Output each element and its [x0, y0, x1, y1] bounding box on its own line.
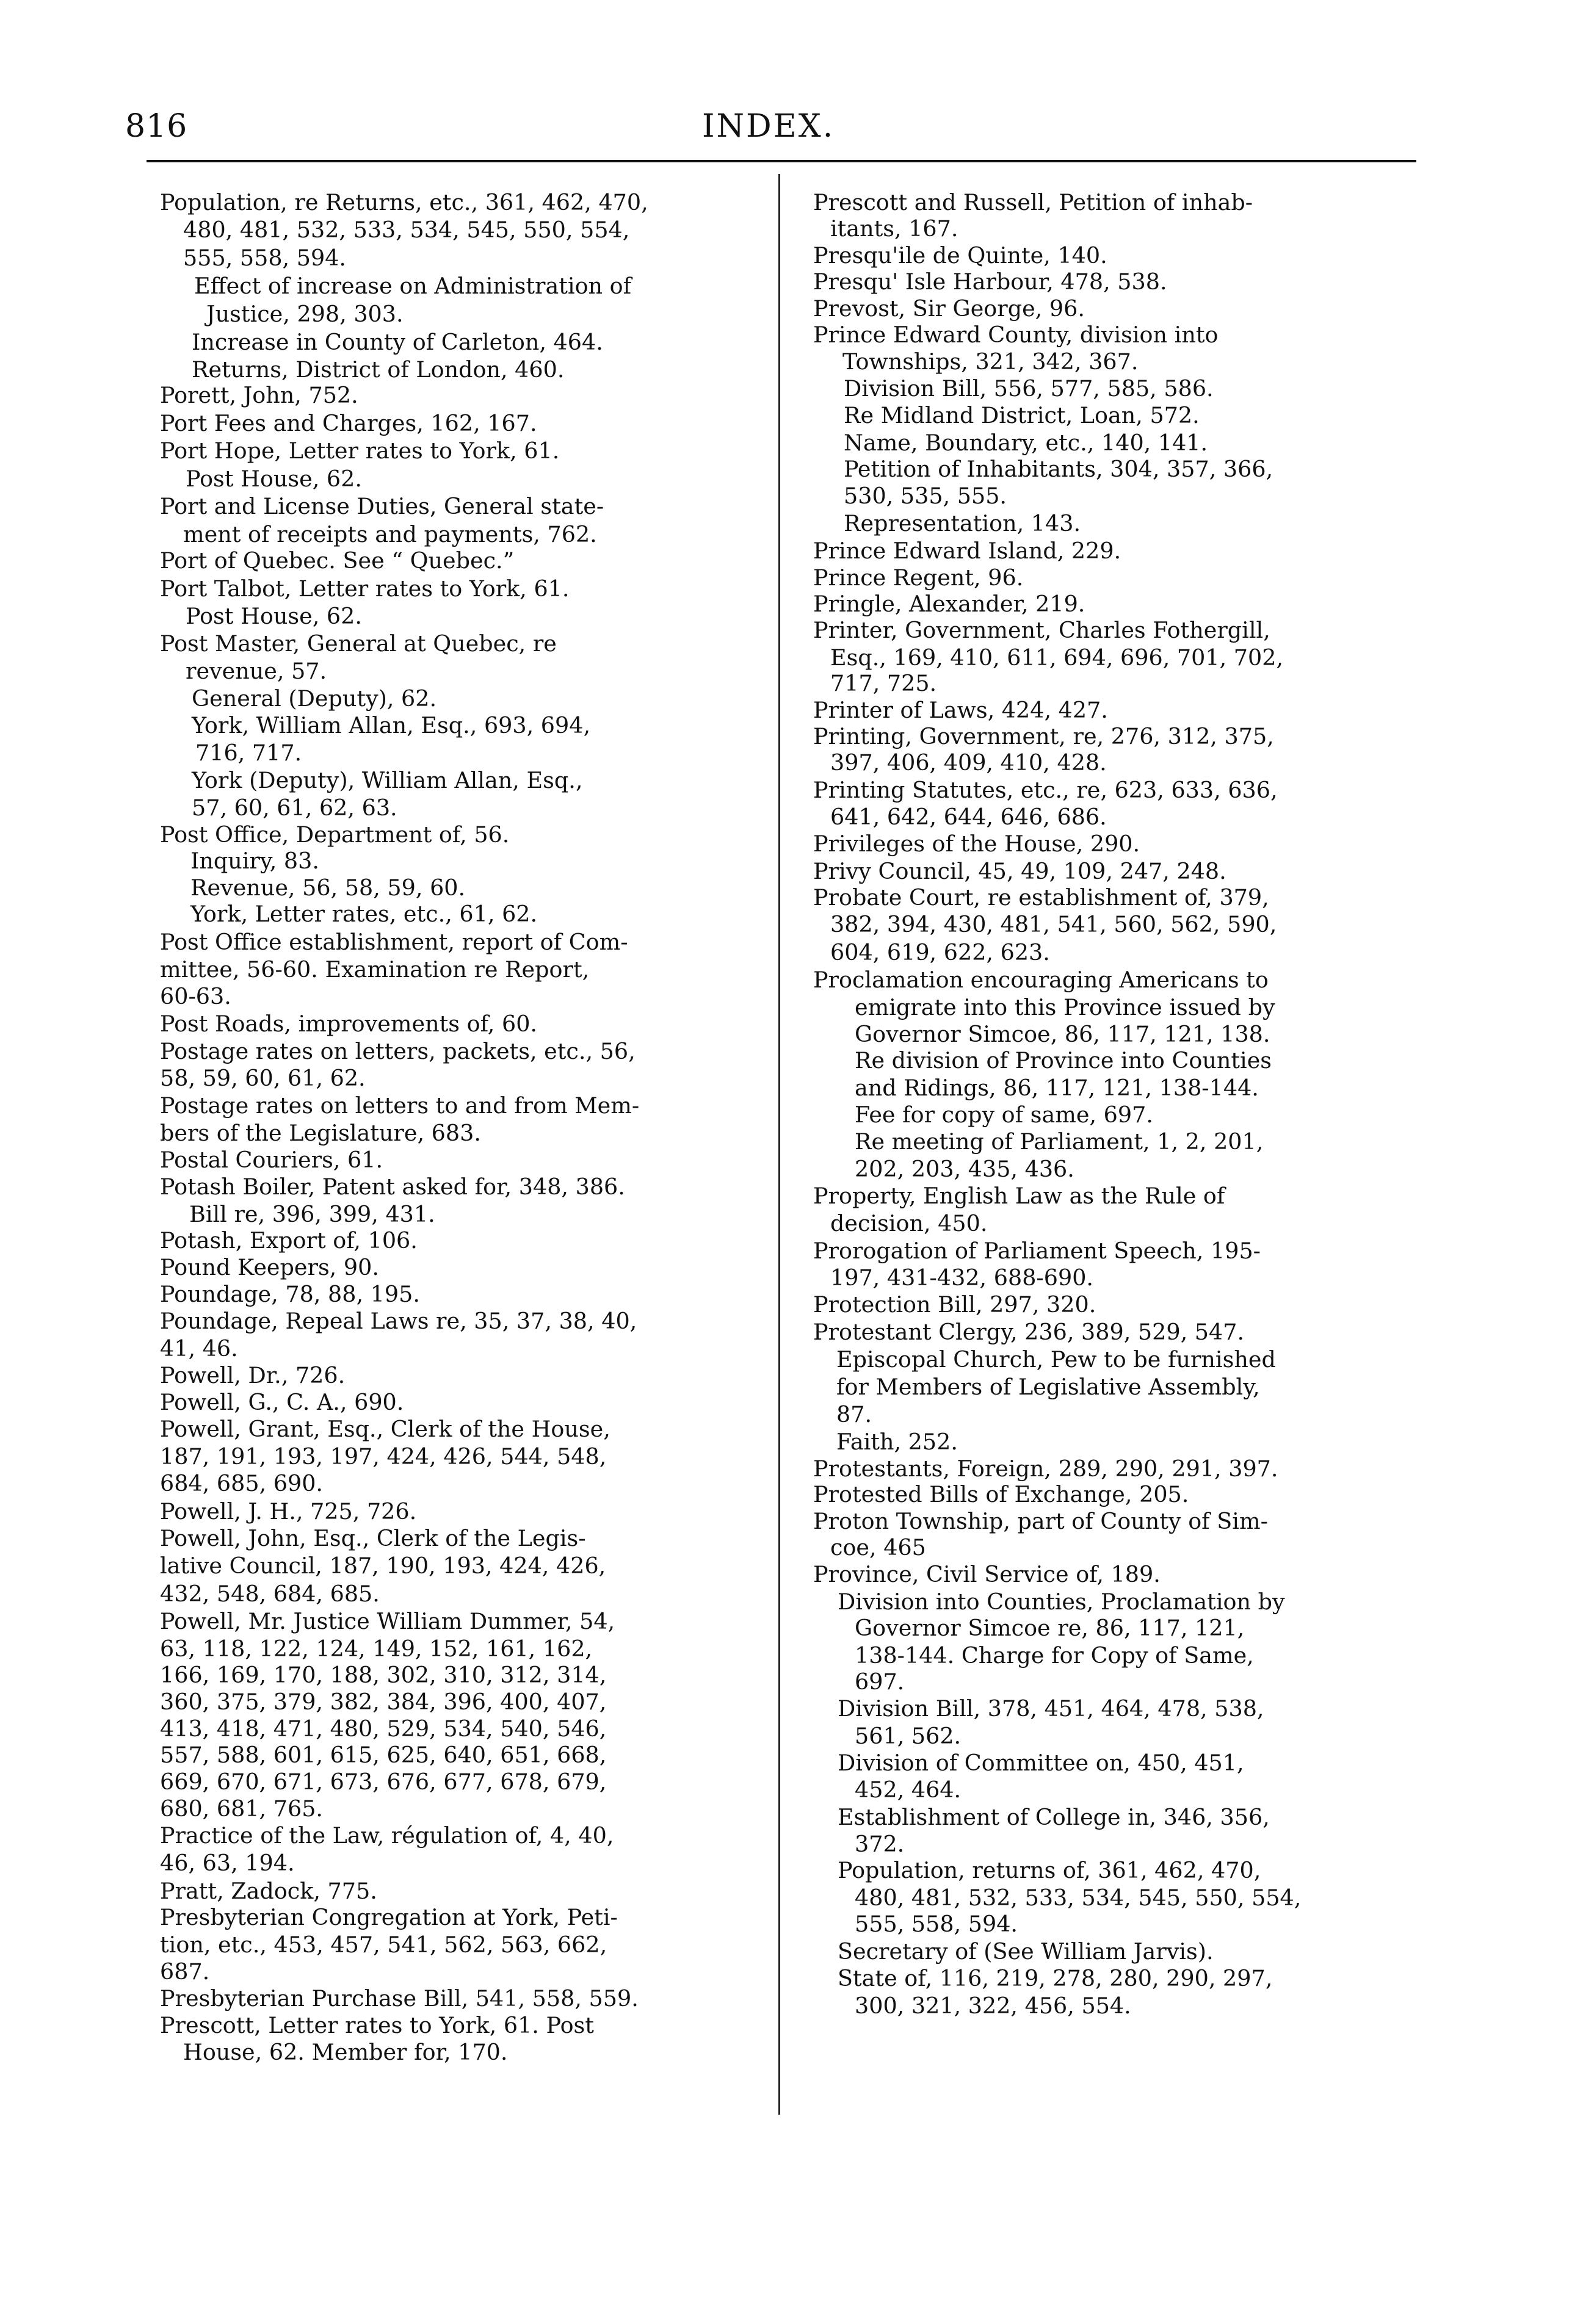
index-entry-line: 604, 619, 622, 623.	[830, 939, 1050, 965]
index-entry-line: 530, 535, 555.	[844, 483, 1007, 509]
index-entry-line: Population, re Returns, etc., 361, 462, 470,	[160, 189, 648, 215]
index-entry-line: Governor Simcoe re, 86, 117, 121,	[855, 1615, 1245, 1641]
index-entry-line: Printing, Government, re, 276, 312, 375,	[813, 723, 1274, 749]
index-entry-line: Printer of Laws, 424, 427.	[813, 697, 1108, 723]
index-entry-line: Post Roads, improvements of, 60.	[160, 1011, 538, 1037]
index-entry-line: Potash, Export of, 106.	[160, 1227, 418, 1254]
index-entry-line: Revenue, 56, 58, 59, 60.	[190, 875, 466, 901]
index-entry-line: Bill re, 396, 399, 431.	[189, 1201, 435, 1227]
index-entry-line: Prince Edward County, division into	[813, 322, 1219, 348]
index-entry-line: Establishment of College in, 346, 356,	[838, 1804, 1270, 1830]
index-entry-line: 187, 191, 193, 197, 424, 426, 544, 548,	[160, 1443, 607, 1470]
index-entry-line: for Members of Legislative Assembly,	[836, 1374, 1260, 1400]
index-entry-line: Pringle, Alexander, 219.	[813, 591, 1085, 617]
index-entry-line: ment of receipts and payments, 762.	[183, 521, 597, 547]
index-entry-line: Protestants, Foreign, 289, 290, 291, 397.	[813, 1456, 1278, 1482]
index-entry-line: lative Council, 187, 190, 193, 424, 426,	[160, 1553, 606, 1579]
index-entry-line: 452, 464.	[855, 1777, 962, 1803]
index-entry-line: Pound Keepers, 90.	[160, 1254, 379, 1280]
index-entry-line: Proclamation encouraging Americans to	[813, 967, 1269, 993]
index-entry-line: Division of Committee on, 450, 451,	[838, 1750, 1244, 1776]
index-entry-line: Post House, 62.	[186, 603, 362, 629]
index-entry-line: 684, 685, 690.	[160, 1470, 324, 1496]
index-entry-line: Population, returns of, 361, 462, 470,	[838, 1857, 1261, 1883]
index-entry-line: 687.	[160, 1958, 210, 1985]
index-entry-line: Post Master, General at Quebec, re	[160, 630, 557, 657]
index-entry-line: 555, 558, 594.	[183, 245, 347, 271]
index-entry-line: and Ridings, 86, 117, 121, 138-144.	[855, 1075, 1259, 1101]
index-entry-line: revenue, 57.	[186, 658, 327, 684]
index-entry-line: Re Midland District, Loan, 572.	[844, 402, 1200, 428]
index-entry-line: 360, 375, 379, 382, 384, 396, 400, 407,	[160, 1689, 607, 1715]
index-entry-line: Post House, 62.	[186, 466, 362, 492]
index-entry-line: Post Office establishment, report of Com-	[160, 929, 628, 955]
index-entry-line: Protection Bill, 297, 320.	[813, 1291, 1096, 1318]
index-entry-line: 197, 431-432, 688-690.	[830, 1265, 1094, 1291]
index-entry-line: Presqu' Isle Harbour, 478, 538.	[813, 269, 1167, 295]
index-entry-line: State of, 116, 219, 278, 280, 290, 297,	[838, 1965, 1273, 1991]
index-entry-line: Prince Regent, 96.	[813, 565, 1024, 591]
index-entry-line: 669, 670, 671, 673, 676, 677, 678, 679,	[160, 1769, 607, 1795]
index-entry-line: Postage rates on letters to and from Mem-	[160, 1092, 640, 1119]
index-entry-line: Protestant Clergy, 236, 389, 529, 547.	[813, 1319, 1245, 1345]
index-entry-line: Port of Quebec. See “ Quebec.”	[160, 547, 515, 574]
index-entry-line: House, 62. Member for, 170.	[183, 2039, 508, 2065]
index-entry-line: Episcopal Church, Pew to be furnished	[836, 1346, 1276, 1373]
index-entry-line: Esq., 169, 410, 611, 694, 696, 701, 702,	[830, 644, 1284, 671]
index-entry-line: 641, 642, 644, 646, 686.	[830, 804, 1107, 830]
index-entry-line: Prorogation of Parliament Speech, 195-	[813, 1238, 1261, 1264]
index-entry-line: Practice of the Law, régulation of, 4, 40,	[160, 1822, 614, 1849]
index-entry-line: 202, 203, 435, 436.	[855, 1156, 1074, 1182]
index-entry-line: Increase in County of Carleton, 464.	[192, 329, 603, 355]
index-entry-line: 58, 59, 60, 61, 62.	[160, 1065, 366, 1091]
index-entry-line: Faith, 252.	[836, 1429, 958, 1455]
index-entry-line: Powell, Dr., 726.	[160, 1362, 346, 1388]
index-entry-line: 382, 394, 430, 481, 541, 560, 562, 590,	[830, 911, 1277, 937]
index-entry-line: Port Fees and Charges, 162, 167.	[160, 410, 537, 436]
index-entry-line: Division into Counties, Proclamation by	[838, 1589, 1285, 1615]
index-entry-line: bers of the Legislature, 683.	[160, 1120, 481, 1146]
index-entry-line: 697.	[855, 1669, 905, 1695]
index-entry-line: itants, 167.	[830, 215, 958, 242]
index-entry-line: General (Deputy), 62.	[192, 685, 437, 712]
index-entry-line: 63, 118, 122, 124, 149, 152, 161, 162,	[160, 1636, 593, 1662]
index-entry-line: 138-144. Charge for Copy of Same,	[855, 1642, 1254, 1669]
index-entry-line: 680, 681, 765.	[160, 1795, 324, 1822]
index-entry-line: Inquiry, 83.	[190, 848, 319, 874]
index-entry-line: Port Talbot, Letter rates to York, 61.	[160, 576, 570, 602]
index-entry-line: 561, 562.	[855, 1723, 962, 1749]
index-entry-line: emigrate into this Province issued by	[855, 994, 1275, 1020]
index-entry-line: Port Hope, Letter rates to York, 61.	[160, 438, 560, 464]
index-entry-line: Prescott and Russell, Petition of inhab-	[813, 189, 1253, 215]
index-entry-line: 60-63.	[160, 983, 231, 1009]
index-entry-line: Division Bill, 378, 451, 464, 478, 538,	[838, 1695, 1264, 1722]
index-entry-line: Re division of Province into Counties	[855, 1047, 1272, 1074]
page-title: INDEX.	[702, 108, 835, 145]
index-entry-line: mittee, 56-60. Examination re Report,	[160, 956, 590, 983]
index-entry-line: Effect of increase on Administration of	[194, 273, 632, 299]
index-entry-line: 480, 481, 532, 533, 534, 545, 550, 554,	[183, 217, 630, 243]
index-entry-line: York, William Allan, Esq., 693, 694,	[192, 712, 591, 738]
index-entry-line: Postal Couriers, 61.	[160, 1147, 383, 1173]
index-entry-line: Protested Bills of Exchange, 205.	[813, 1481, 1189, 1507]
index-entry-line: 555, 558, 594.	[855, 1911, 1018, 1937]
index-entry-line: Powell, John, Esq., Clerk of the Legis-	[160, 1525, 586, 1551]
column-divider	[778, 174, 780, 2115]
index-entry-line: Returns, District of London, 460.	[192, 356, 565, 383]
index-entry-line: Printer, Government, Charles Fothergill,	[813, 617, 1270, 643]
index-entry-line: Porett, John, 752.	[160, 382, 358, 408]
index-entry-line: Powell, J. H., 725, 726.	[160, 1498, 417, 1525]
index-entry-line: 57, 60, 61, 62, 63.	[192, 795, 397, 821]
index-entry-line: York (Deputy), William Allan, Esq.,	[192, 767, 583, 793]
index-entry-line: 432, 548, 684, 685.	[160, 1581, 380, 1607]
index-entry-line: Presqu'ile de Quinte, 140.	[813, 242, 1107, 269]
index-entry-line: Probate Court, re establishment of, 379,	[813, 884, 1269, 911]
index-entry-line: Townships, 321, 342, 367.	[842, 348, 1139, 375]
index-entry-line: Prescott, Letter rates to York, 61. Post	[160, 2012, 594, 2038]
index-entry-line: Post Office, Department of, 56.	[160, 821, 510, 848]
index-entry-line: Re meeting of Parliament, 1, 2, 201,	[855, 1128, 1264, 1155]
index-entry-line: 41, 46.	[160, 1335, 238, 1362]
index-entry-line: 87.	[836, 1401, 872, 1427]
index-entry-line: 717, 725.	[830, 670, 937, 696]
index-entry-line: Presbyterian Purchase Bill, 541, 558, 559.	[160, 1985, 639, 2012]
index-entry-line: Privy Council, 45, 49, 109, 247, 248.	[813, 858, 1226, 884]
index-entry-line: Division Bill, 556, 577, 585, 586.	[844, 375, 1214, 402]
index-entry-line: 557, 588, 601, 615, 625, 640, 651, 668,	[160, 1742, 607, 1768]
index-entry-line: Fee for copy of same, 697.	[855, 1102, 1153, 1128]
index-entry-line: Petition of Inhabitants, 304, 357, 366,	[844, 456, 1273, 482]
index-entry-line: 46, 63, 194.	[160, 1850, 295, 1876]
index-entry-line: Prince Edward Island, 229.	[813, 538, 1121, 564]
index-entry-line: Privileges of the House, 290.	[813, 831, 1140, 857]
index-entry-line: 300, 321, 322, 456, 554.	[855, 1993, 1131, 2019]
index-entry-line: Secretary of (See William Jarvis).	[838, 1938, 1214, 1965]
index-entry-line: York, Letter rates, etc., 61, 62.	[190, 901, 538, 927]
index-entry-line: Name, Boundary, etc., 140, 141.	[844, 430, 1208, 456]
index-entry-line: Port and License Duties, General state-	[160, 493, 604, 519]
index-entry-line: Presbyterian Congregation at York, Peti-	[160, 1904, 618, 1930]
index-entry-line: decision, 450.	[830, 1210, 988, 1236]
page-number: 816	[125, 108, 188, 145]
index-entry-line: 397, 406, 409, 410, 428.	[830, 749, 1107, 776]
index-entry-line: Printing Statutes, etc., re, 623, 633, 636,	[813, 777, 1278, 803]
index-entry-line: Prevost, Sir George, 96.	[813, 295, 1085, 322]
index-entry-line: 480, 481, 532, 533, 534, 545, 550, 554,	[855, 1885, 1302, 1911]
index-entry-line: 413, 418, 471, 480, 529, 534, 540, 546,	[160, 1716, 607, 1742]
header-rule	[147, 160, 1416, 162]
index-entry-line: Postage rates on letters, packets, etc., 56,	[160, 1038, 636, 1064]
index-entry-line: tion, etc., 453, 457, 541, 562, 563, 662,	[160, 1932, 607, 1958]
index-entry-line: Poundage, Repeal Laws re, 35, 37, 38, 40,	[160, 1308, 637, 1334]
index-entry-line: Poundage, 78, 88, 195.	[160, 1281, 420, 1307]
index-entry-line: Powell, G., C. A., 690.	[160, 1389, 404, 1415]
index-entry-line: coe, 465	[830, 1534, 926, 1561]
index-entry-line: Potash Boiler, Patent asked for, 348, 386.	[160, 1174, 625, 1200]
index-entry-line: Province, Civil Service of, 189.	[813, 1561, 1161, 1587]
index-entry-line: Powell, Grant, Esq., Clerk of the House,	[160, 1416, 610, 1442]
index-entry-line: Powell, Mr. Justice William Dummer, 54,	[160, 1608, 615, 1634]
index-entry-line: Property, English Law as the Rule of	[813, 1183, 1225, 1209]
index-entry-line: 372.	[855, 1831, 905, 1857]
index-entry-line: Representation, 143.	[844, 510, 1081, 536]
index-entry-line: Proton Township, part of County of Sim-	[813, 1508, 1268, 1534]
index-entry-line: Governor Simcoe, 86, 117, 121, 138.	[855, 1021, 1270, 1047]
index-entry-line: Justice, 298, 303.	[206, 301, 404, 327]
index-entry-line: Pratt, Zadock, 775.	[160, 1878, 377, 1904]
index-entry-line: 716, 717.	[195, 740, 302, 766]
index-entry-line: 166, 169, 170, 188, 302, 310, 312, 314,	[160, 1662, 607, 1688]
